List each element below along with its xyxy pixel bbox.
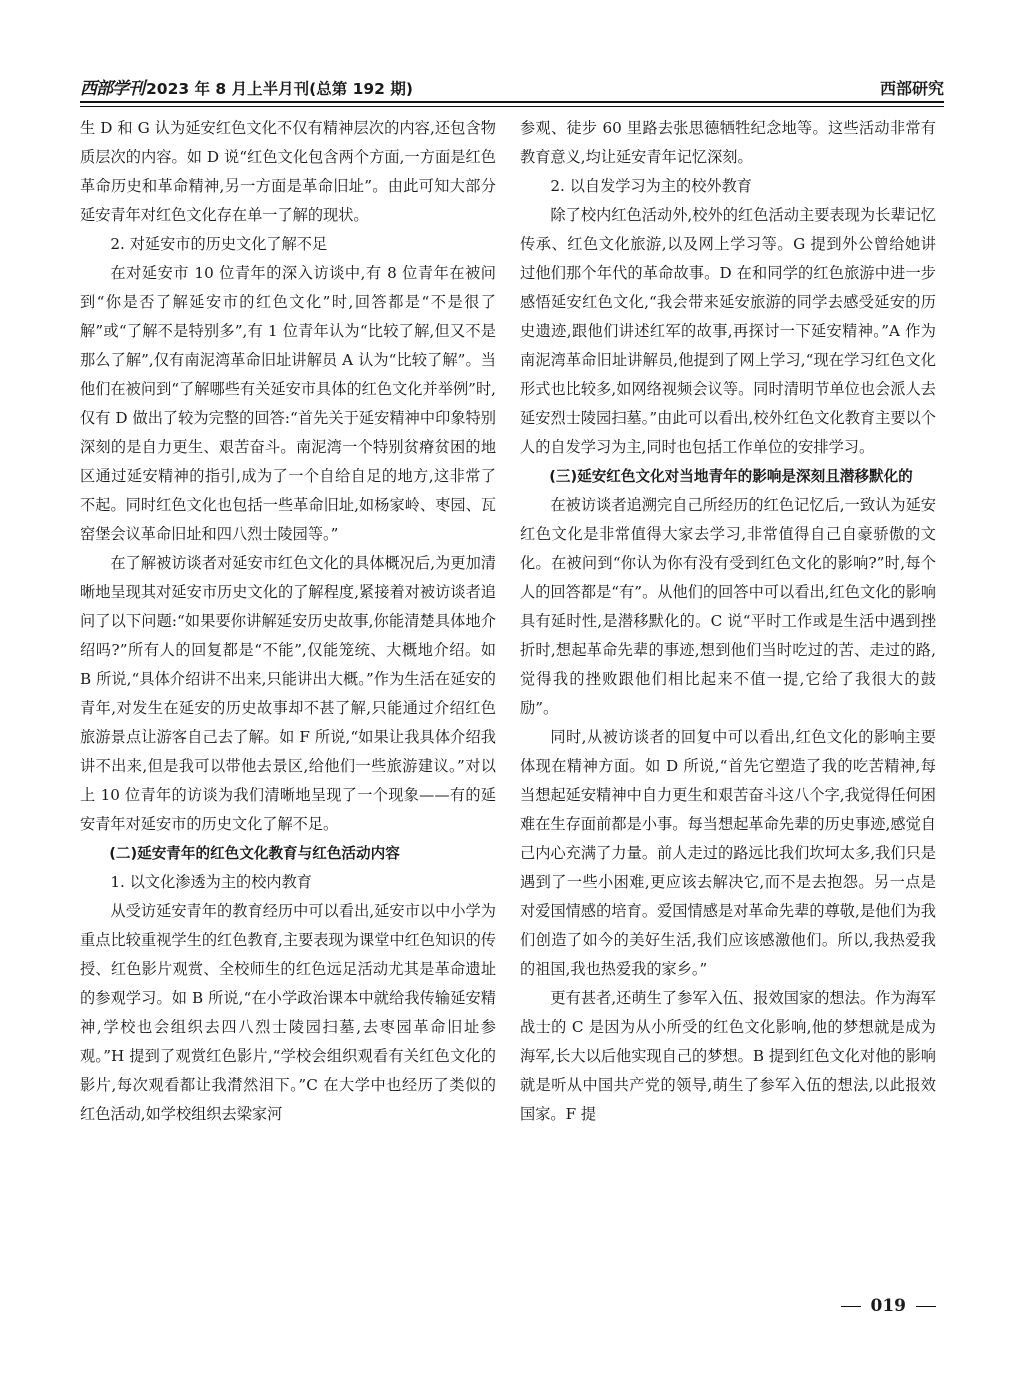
journal-info — [80, 78, 413, 100]
subsection-title: 1. 以文化渗透为主的校内教育 — [110, 873, 312, 891]
paragraph: 生 D 和 G 认为延安红色文化不仅有精神层次的内容,还包含物质层次的内容。如 D 说“红色文化包含两个方面,一方面是红色革命历史和革命精神,另一方面是革命旧址”。由此可知大部分延安青年对红色文化存在单一了解的现状。 — [80, 119, 496, 224]
section-heading: (二)延安青年的红色文化教育与红色活动内容 — [109, 845, 400, 862]
paragraph: 参观、徒步 60 里路去张思德牺牲纪念地等。这些活动非常有教育意义,均让延安青年记忆深刻。 — [520, 119, 936, 166]
section-name: 西部研究 — [879, 79, 944, 98]
subsection-title: 2. 对延安市的历史文化了解不足 — [110, 235, 328, 253]
left-column — [80, 114, 496, 1129]
paragraph: 除了校内红色活动外,校外的红色活动主要表现为长辈记忆传承、红色文化旅游,以及网上学习等。G 提到外公曾给她讲过他们那个年代的革命故事。D 在和同学的红色旅游中进一步感悟延安红色文化,“我会带来延安旅游的同学去感受延安的历史遗迹,跟他们讲述红军的故事,再探讨一下延安精神。”A 作为南泥湾革命旧址讲解员,他提到了网上学习,“现在学习红色文化形式也比较多,如网络视频会议等。同时清明节单位也会派人去延安烈士陵园扫墓。”由此可以看出,校外红色文化教育主要以个人的自发学习为主,同时也包括工作单位的安排学习。 — [520, 206, 936, 456]
issue-info: 2023 年 8 月上半月刊(总第 192 期) — [146, 80, 413, 98]
footer-dash-right — [916, 1306, 936, 1307]
paragraph: 在了解被访谈者对延安市红色文化的具体概况后,为更加清晰地呈现其对延安市历史文化的了解程度,紧接着对被访谈者追问了以下问题:“如果要你讲解延安历史故事,你能清楚具体地介绍吗?”所有人的回复都是“不能”,仅能笼统、大概地介绍。如 B 所说,“具体介绍讲不出来,只能讲出大概。”作为生活在延安的青年,对发生在延安的历史故事却不甚了解,只能通过介绍红色旅游景点让游客自己去了解。如 F 所说,“如果让我具体介绍我讲不出来,但是我可以带他去景区,给他们一些旅游建议。”对以上 10 位青年的访谈为我们清晰地呈现了一个现象——有的延安青年对延安市的历史文化了解不足。 — [80, 554, 496, 833]
page-header — [80, 70, 944, 100]
page-footer — [841, 1296, 937, 1316]
page-number: 019 — [870, 1296, 906, 1316]
header-rule-thin — [80, 106, 944, 107]
paragraph: 从受访延安青年的教育经历中可以看出,延安市以中小学为重点比较重视学生的红色教育,主要表现为课堂中红色知识的传授、红色影片观赏、全校师生的红色远足活动尤其是革命遗址的参观学习。如 B 所说,“在小学政治课本中就给我传输延安精神,学校也会组织去四八烈士陵园扫墓,去枣园革命旧址参观。”H 提到了观赏红色影片,“学校会组织观看有关红色文化的影片,每次观看都让我潸然泪下。”C 在大学中也经历了类似的红色活动,如学校组织去梁家河 — [80, 902, 496, 1123]
paragraph: 更有甚者,还萌生了参军入伍、报效国家的想法。作为海军战士的 C 是因为从小所受的红色文化影响,他的梦想就是成为海军,长大以后他实现自己的梦想。B 提到红色文化对他的影响就是听从中国共产党的领导,萌生了参军入伍的想法,以此报效国家。F 提 — [520, 989, 936, 1123]
paragraph: 同时,从被访谈者的回复中可以看出,红色文化的影响主要体现在精神方面。如 D 所说,“首先它塑造了我的吃苦精神,每当想起延安精神中自力更生和艰苦奋斗这八个字,我觉得任何困难在生存面前都是小事。每当想起革命先辈的历史事迹,感觉自己内心充满了力量。前人走过的路远比我们坎坷太多,我们只是遇到了一些小困难,更应该去解决它,而不是去抱怨。另一点是对爱国情感的培育。爱国情感是对革命先辈的尊敬,是他们为我们创造了如今的美好生活,我们应该感激他们。所以,我热爱我的祖国,我也热爱我的家乡。” — [520, 728, 936, 978]
journal-logo: 西部学刊 — [80, 79, 144, 99]
footer-dash-left — [841, 1306, 861, 1307]
paragraph: 在对延安市 10 位青年的深入访谈中,有 8 位青年在被问到“你是否了解延安市的红色文化”时,回答都是“不是很了解”或“了解不是特别多”,有 1 位青年认为“比较了解,但又不是那么了解”,仅有南泥湾革命旧址讲解员 A 认为“比较了解”。当他们在被问到“了解哪些有关延安市具体的红色文化并举例”时,仅有 D 做出了较为完整的回答:“首先关于延安精神中印象特别深刻的是自力更生、艰苦奋斗。南泥湾一个特别贫瘠贫困的地区通过延安精神的指引,成为了一个自给自足的地方,这非常了不起。同时红色文化也包括一些革命旧址,如杨家岭、枣园、瓦窑堡会议革命旧址和四八烈士陵园等。” — [80, 264, 496, 543]
subsection-title: 2. 以自发学习为主的校外教育 — [550, 177, 752, 195]
header-rule-thick — [80, 101, 944, 103]
right-column — [520, 114, 936, 1129]
paragraph: 在被访谈者追溯完自己所经历的红色记忆后,一致认为延安红色文化是非常值得大家去学习,非常值得自己自豪骄傲的文化。在被问到“你认为你有没有受到红色文化的影响?”时,每个人的回答都是“有”。从他们的回答中可以看出,红色文化的影响具有延时性,是潜移默化的。C 说“平时工作或是生活中遇到挫折时,想起革命先辈的事迹,想到他们当时吃过的苦、走过的路,觉得我的挫败跟他们相比起来不值一提,它给了我很大的鼓励”。 — [520, 496, 936, 717]
section-heading: (三)延安红色文化对当地青年的影响是深刻且潜移默化的 — [549, 468, 913, 485]
